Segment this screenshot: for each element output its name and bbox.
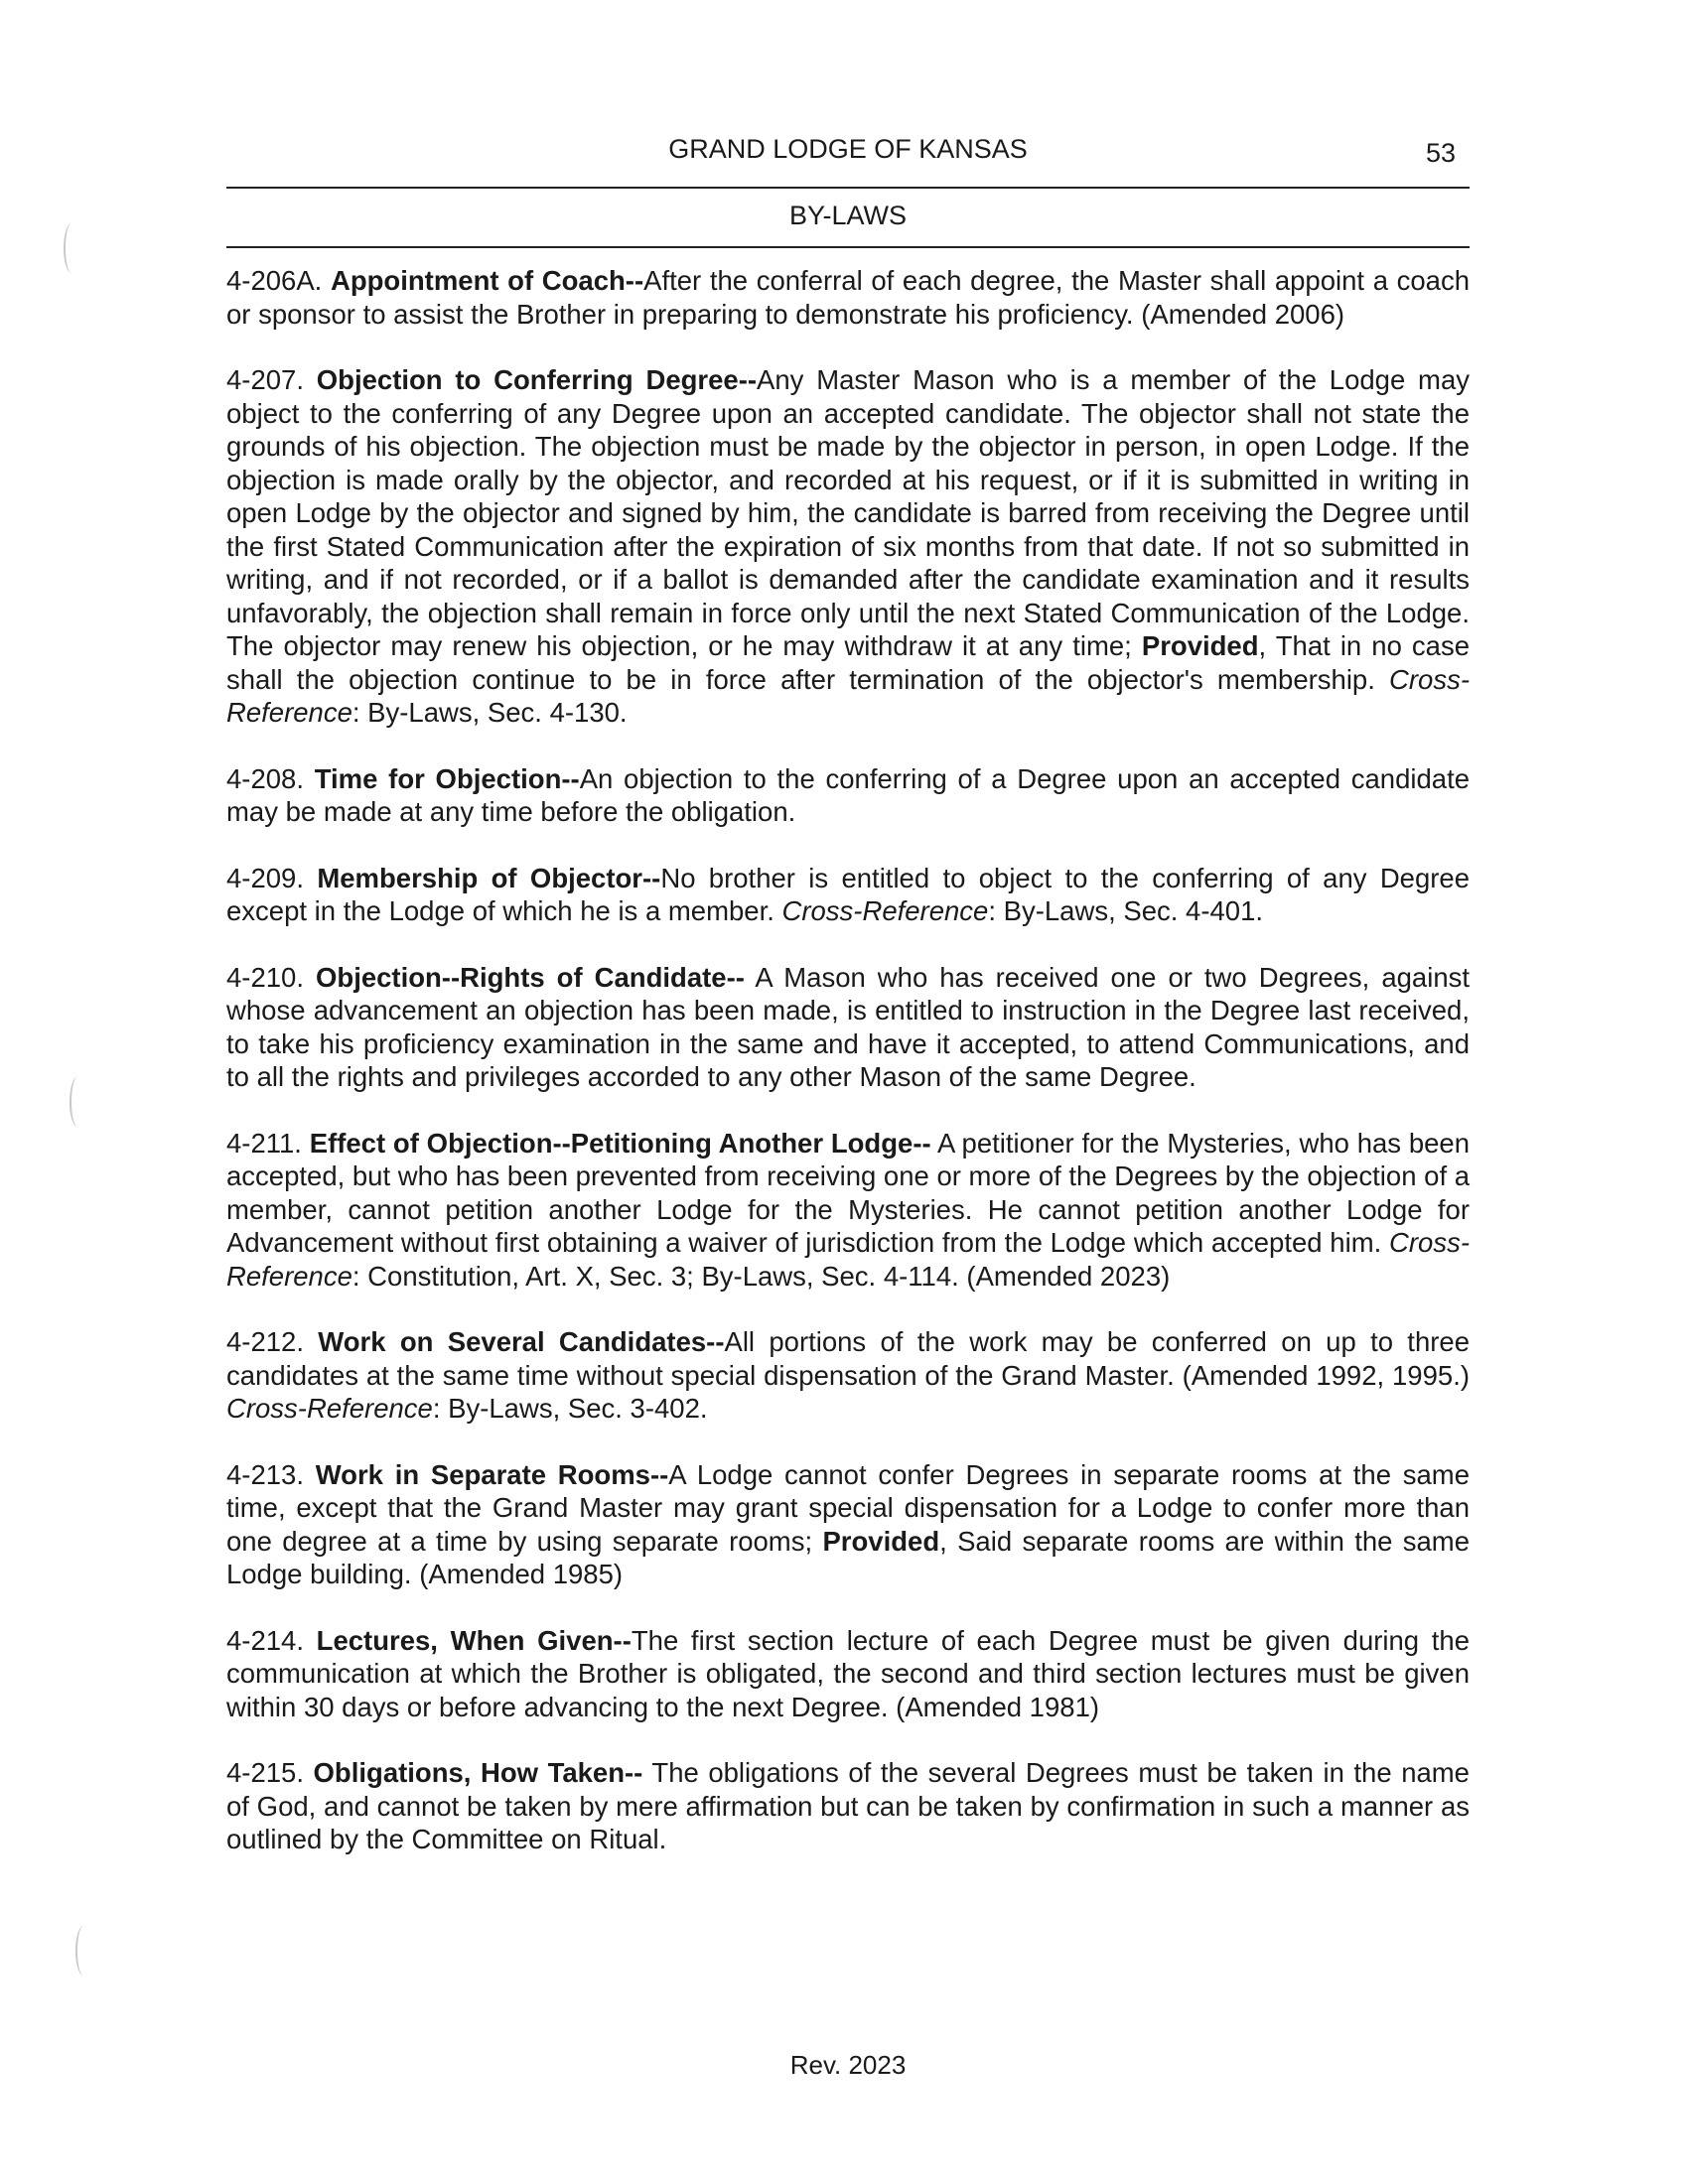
section-4-215 <box>226 1756 1470 1856</box>
section-title: Work on Several Candidates-- <box>318 1326 725 1357</box>
cross-reference-text: : By-Laws, Sec. 4-401. <box>988 895 1264 926</box>
section-4-206a <box>226 264 1470 331</box>
section-title: Effect of Objection--Petitioning Another Lodge-- <box>309 1127 931 1159</box>
section-number: 4-213. <box>226 1458 304 1490</box>
section-title: Objection to Conferring Degree-- <box>316 364 758 395</box>
section-text: After the conferral of each degree, the Master shall appoint a coach or sponsor to assist the Brother in preparing to demonstrate his proficiency. (Amended 2006) <box>226 265 1471 330</box>
page-number: 53 <box>1425 138 1456 168</box>
punch-hole-mark <box>75 1926 91 1976</box>
document-body <box>226 264 1470 1889</box>
section-number: 4-215. <box>226 1757 304 1788</box>
cross-reference-label: Cross-Reference <box>226 663 1471 728</box>
section-text: All portions of the work may be conferred on up to three candidates at the same time without special dispensation of the Grand Master. (Amended 1992, 1995.) <box>226 1326 1470 1391</box>
section-title: Lectures, When Given-- <box>316 1624 632 1656</box>
section-number: 4-209. <box>226 862 304 893</box>
punch-hole-mark <box>70 1077 85 1127</box>
section-4-211 <box>226 1127 1470 1294</box>
cross-reference-text: : By-Laws, Sec. 3-402. <box>432 1393 708 1424</box>
section-text: Any Master Mason who is a member of the Lodge may object to the conferring of any Degree upon an accepted candidate. The objector shall not state the grounds of his objection. The objection must be made by the objector in person, in open Lodge. If the objection is made orally by the objector, and recorded at his request, or if it is submitted in writing in open Lodge by the objector and signed by him, the candidate is barred from receiving the Degree until the first Stated Communication after the expiration of six months from that date. If not so submitted in writing, and if not recorded, or if a ballot is demanded after the candidate examination and it results unfavorably, the objection shall remain in force only until the next Stated Communication of the Lodge. The objector may renew his objection, or he may withdraw it at any time; <box>226 364 1471 661</box>
section-text: The first section lecture of each Degree must be given during the communication at which the Brother is obligated, the second and third section lectures must be given within 30 days or before advancing to the next Degree. (Amended 1981) <box>226 1624 1471 1722</box>
header-rule-bottom <box>226 246 1470 248</box>
punch-hole-mark <box>64 223 79 273</box>
cross-reference-label: Cross-Reference <box>226 1393 433 1424</box>
section-text-continued: , Said separate rooms are within the same Lodge building. (Amended 1985) <box>226 1525 1471 1589</box>
section-title: Appointment of Coach-- <box>330 265 644 296</box>
section-text: A Lodge cannot confer Degrees in separate rooms at the same time, except that the Grand Master may grant special dispensation for a Lodge to confer more than one degree at a time by using separate rooms; <box>226 1458 1470 1557</box>
section-number: 4-214. <box>226 1624 304 1656</box>
provided-keyword: Provided <box>1141 630 1259 661</box>
section-4-208 <box>226 762 1470 829</box>
cross-reference-label: Cross-Reference <box>781 895 989 926</box>
section-title: Membership of Objector-- <box>317 862 661 893</box>
section-title: Time for Objection-- <box>314 762 580 794</box>
section-title: Obligations, How Taken-- <box>313 1757 643 1788</box>
section-4-212 <box>226 1325 1470 1426</box>
header-rule-top <box>226 187 1470 189</box>
section-4-213 <box>226 1458 1470 1591</box>
section-text: No brother is entitled to object to the conferring of any Degree except in the Lodge of which he is a member. <box>226 862 1471 926</box>
provided-keyword: Provided <box>822 1525 940 1557</box>
section-text-continued: , That in no case shall the objection continue to be in force after termination of the objector's membership. <box>226 630 1471 695</box>
section-text: An objection to the conferring of a Degree upon an accepted candidate may be made at any time before the obligation. <box>226 762 1471 827</box>
section-4-207 <box>226 363 1470 730</box>
section-title: Work in Separate Rooms-- <box>315 1458 669 1490</box>
section-number: 4-210. <box>226 961 304 993</box>
cross-reference-text: : Constitution, Art. X, Sec. 3; By-Laws, Sec. 4-114. (Amended 2023) <box>352 1260 1171 1292</box>
cross-reference-text: : By-Laws, Sec. 4-130. <box>352 697 628 728</box>
header-title: GRAND LODGE OF KANSAS <box>668 134 1028 164</box>
section-number: 4-208. <box>226 762 304 794</box>
section-4-210 <box>226 961 1470 1094</box>
section-number: 4-212. <box>226 1326 304 1357</box>
page-header <box>226 129 1470 169</box>
header-subtitle: BY-LAWS <box>788 201 908 230</box>
section-text: A Mason who has received one or two Degrees, against whose advancement an objection has been made, is entitled to instruction in the Degree last received, to take his proficiency examination in the same and have it accepted, to attend Communications, and to all the rights and privileges accorded to any other Mason of the same Degree. <box>226 961 1470 1092</box>
section-text: A petitioner for the Mysteries, who has been accepted, but who has been prevented from receiving one or more of the Degrees by the objection of a member, cannot petition another Lodge for the Mysteries. He cannot petition another Lodge for Advancement without first obtaining a waiver of jurisdiction from the Lodge which accepted him. <box>226 1127 1471 1258</box>
section-number: 4-207. <box>226 364 304 395</box>
section-text: The obligations of the several Degrees must be taken in the name of God, and cannot be taken by mere affirmation but can be taken by confirmation in such a manner as outlined by the Committee on Ritual. <box>226 1757 1470 1854</box>
cross-reference-label: Cross-Reference <box>226 1227 1471 1292</box>
section-number: 4-206A. <box>226 265 323 296</box>
section-4-214 <box>226 1624 1470 1724</box>
section-4-209 <box>226 862 1470 928</box>
section-title: Objection--Rights of Candidate-- <box>316 961 745 993</box>
page-footer: Rev. 2023 <box>789 2050 907 2080</box>
section-number: 4-211. <box>226 1127 302 1159</box>
